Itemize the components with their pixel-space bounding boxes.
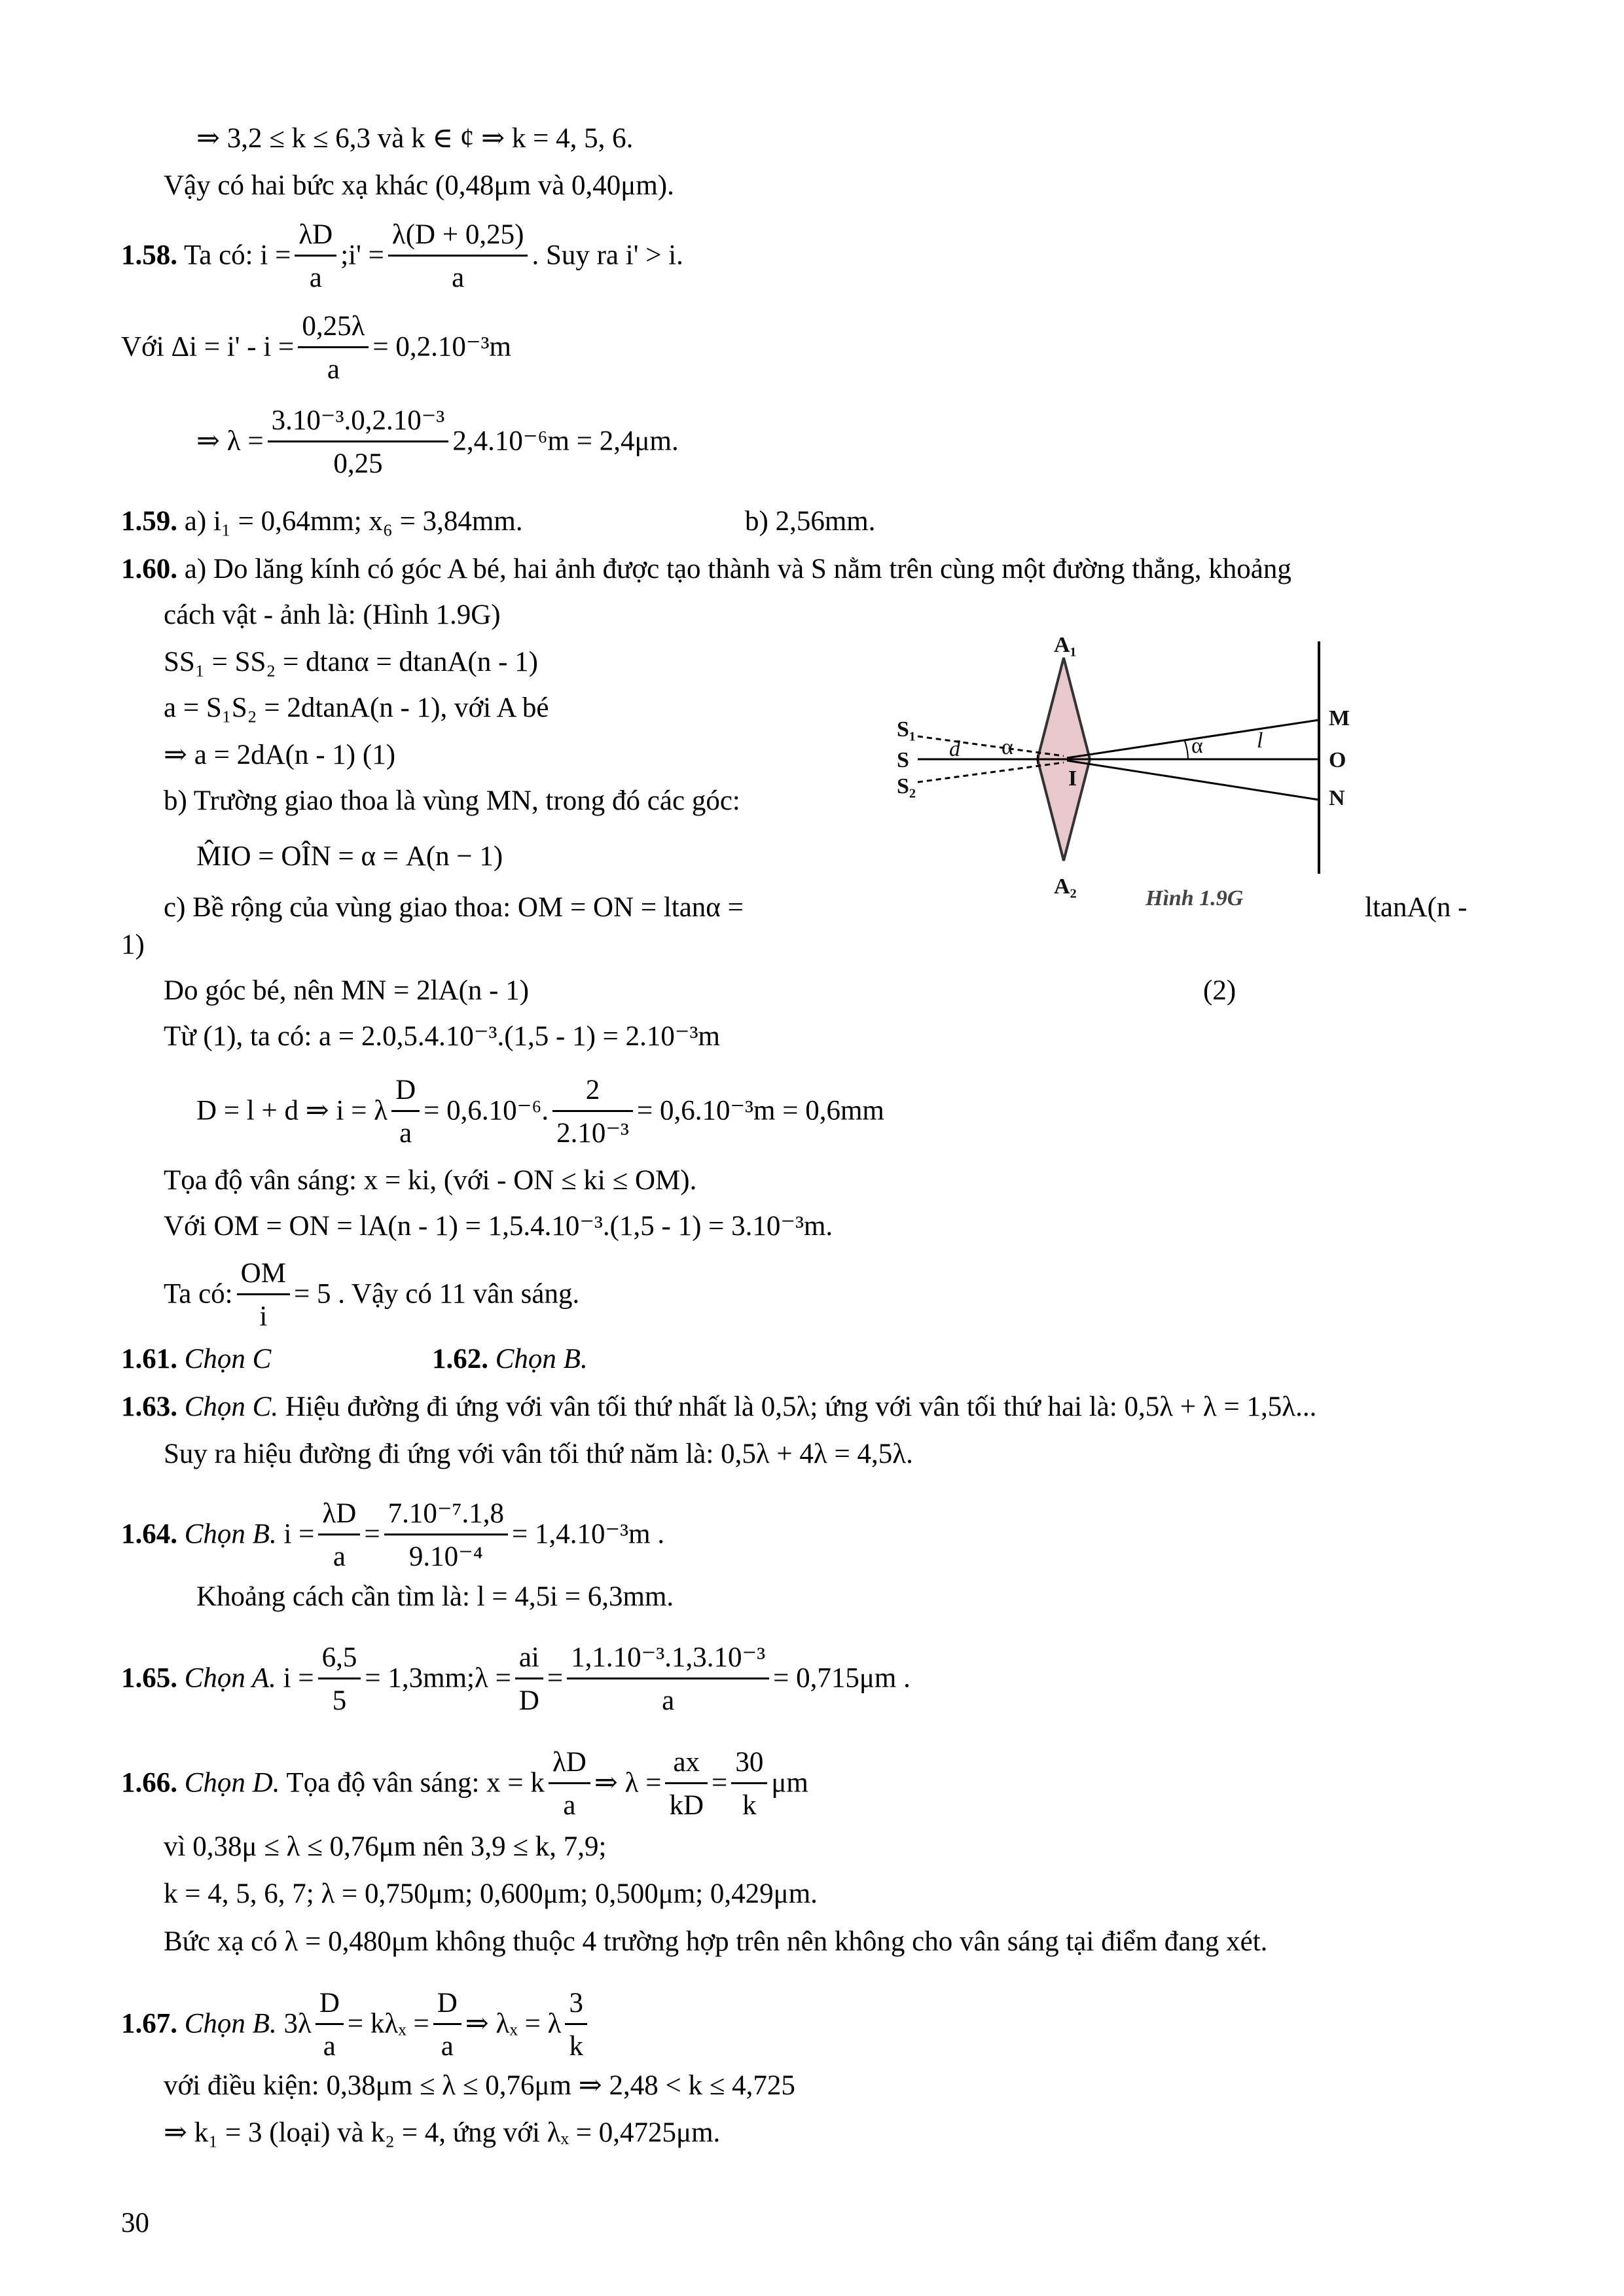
fraction [384, 1499, 508, 1571]
denominator: 5 [332, 1685, 347, 1717]
numerator: λD [318, 1499, 360, 1535]
label-a2: A₂ [1054, 874, 1077, 899]
answer: Chọn D. [184, 1767, 280, 1799]
fraction [316, 1988, 344, 2061]
numerator: D [433, 1988, 461, 2025]
numerator: 30 [731, 1748, 767, 1784]
figure-caption: Hình 1.9G [1146, 886, 1244, 910]
problem-1-66 [121, 1749, 808, 1821]
numerator: D [391, 1075, 420, 1112]
line-167-dk: với điều kiện: 0,38μm ≤ λ ≤ 0,76μm ⇒ 2,48 < k ≤ 4,725 [164, 2070, 795, 2101]
problem-1-65 [121, 1644, 911, 1717]
denominator: 2.10⁻³ [556, 1118, 629, 1149]
numerator: D [316, 1988, 344, 2025]
fraction [665, 1748, 708, 1820]
line-delta-i [121, 313, 511, 386]
line-160-c-tail: ltanA(n - [1365, 892, 1468, 923]
denominator: a [327, 354, 340, 386]
denominator: 0,25 [333, 448, 383, 480]
denominator: 9.10⁻⁴ [408, 1541, 483, 1573]
problem-label: 1.65. [121, 1662, 177, 1694]
numerator: λ(D + 0,25) [388, 220, 528, 257]
line-ss: SS₁ = SS₂ = dtanα = dtanA(n - 1) [164, 647, 538, 677]
problem-label: 1.59. [121, 506, 177, 537]
label-d: d [949, 737, 960, 761]
fraction [318, 1643, 361, 1715]
line-a-eq: a = S₁S₂ = 2dtanA(n - 1), với A bé [164, 692, 549, 723]
text: μm [771, 1767, 808, 1799]
problem-1-59 [121, 507, 523, 535]
text: Ta có: i = [183, 240, 291, 271]
denominator: D [518, 1685, 539, 1717]
page-number: 30 [121, 2208, 149, 2238]
fraction [298, 312, 369, 384]
text: = kλₓ = [347, 2008, 429, 2039]
line-D [196, 1077, 884, 1149]
numerator: 0,25λ [298, 312, 369, 348]
problem-1-62 [432, 1345, 588, 1373]
text: = [547, 1662, 564, 1694]
text: = [364, 1518, 380, 1550]
problem-label: 1.58. [121, 240, 177, 271]
answer-a: a) i₁ = 0,64mm; x₆ = 3,84mm. [184, 506, 523, 537]
problem-label: 1.66. [121, 1767, 177, 1799]
line-163-2: Suy ra hiệu đường đi ứng với vân tối thứ năm là: 0,5λ + 4λ = 4,5λ. [164, 1439, 913, 1469]
text: 3λ [283, 2008, 312, 2039]
denominator: a [333, 1541, 346, 1573]
denominator: a [662, 1685, 675, 1717]
text: D = l + d ⇒ i = λ [196, 1095, 388, 1126]
text: i = [283, 1518, 315, 1550]
problem-1-67 [121, 1990, 591, 2062]
answer: Chọn B. [495, 1344, 588, 1374]
text: ⇒ λ = [594, 1767, 662, 1799]
denominator: a [323, 2031, 336, 2062]
text: Ta có: [164, 1278, 233, 1310]
line-mn: Do góc bé, nên MN = 2lA(n - 1) [164, 975, 530, 1006]
problem-1-59-b: b) 2,56mm. [745, 506, 876, 537]
text: ⇒ λ = [196, 425, 264, 457]
text: = 0,715μm . [773, 1662, 911, 1694]
text: = 1,3mm;λ = [365, 1662, 511, 1694]
text: Với Δi = i' - i = [121, 331, 295, 363]
denominator: a [399, 1118, 412, 1149]
label-s: S [897, 748, 909, 772]
line-a-res: ⇒ a = 2dA(n - 1) (1) [164, 740, 396, 770]
text: Tọa độ vân sáng: x = k [286, 1767, 545, 1799]
text: . Suy ra i' > i. [532, 240, 683, 271]
label-alpha-right: α [1191, 734, 1203, 758]
problem-1-61 [121, 1345, 271, 1373]
answer: Chọn B. [184, 1518, 277, 1550]
denominator: kD [669, 1790, 704, 1821]
numerator: 3 [565, 1988, 587, 2025]
problem-label: 1.60. [121, 554, 177, 584]
fraction [565, 1988, 587, 2061]
fraction [433, 1988, 461, 2061]
text: = 0,6.10⁻³m = 0,6mm [636, 1095, 884, 1126]
problem-label: 1.62. [432, 1344, 488, 1374]
problem-1-64 [121, 1500, 664, 1573]
numerator: 2 [552, 1075, 633, 1112]
text: = 0,2.10⁻³m [372, 331, 511, 363]
fraction [318, 1499, 360, 1571]
problem-1-58 [121, 221, 683, 294]
fraction [567, 1643, 769, 1715]
label-l: l [1257, 728, 1263, 753]
line-166-bx: Bức xạ có λ = 0,480μm không thuộc 4 trường hợp trên nên không cho vân sáng tại điểm đang xét. [164, 1926, 1268, 1957]
text: ;i' = [340, 240, 384, 271]
biprism-diagram [897, 628, 1525, 910]
label-a1: A₁ [1054, 633, 1077, 657]
label-n: N [1329, 786, 1345, 810]
text: = 1,4.10⁻³m . [512, 1518, 665, 1550]
answer: Chọn C [184, 1344, 272, 1374]
line-164-kc: Khoảng cách cần tìm là: l = 4,5i = 6,3mm. [196, 1581, 674, 1612]
denominator: k [742, 1790, 757, 1821]
problem-1-60 [121, 555, 1291, 583]
fraction [391, 1075, 420, 1148]
line-167-res: ⇒ k₁ = 3 (loại) và k₂ = 4, ứng với λₓ = 0,4725μm. [164, 2117, 721, 2148]
fraction [295, 220, 336, 293]
numerator: 6,5 [318, 1643, 361, 1679]
numerator: 1,1.10⁻³.1,3.10⁻³ [567, 1643, 769, 1679]
problem-label: 1.67. [121, 2008, 177, 2039]
answer: Chọn C. [184, 1391, 279, 1422]
fraction [731, 1748, 767, 1820]
problem-label: 1.61. [121, 1344, 177, 1374]
angle-arc-right [1185, 741, 1188, 759]
line-angle: M̂IO = OÎN = α = A(n − 1) [196, 841, 503, 872]
line-ta-co [164, 1260, 579, 1333]
equation-number-2: (2) [1203, 975, 1236, 1006]
fraction [237, 1259, 290, 1331]
text: a) Do lăng kính có góc A bé, hai ảnh được tạo thành và S nằm trên cùng một đường thẳng, khoảng [184, 554, 1291, 584]
numerator: 3.10⁻³.0,2.10⁻³ [268, 406, 449, 442]
ray-to-n [1067, 761, 1319, 800]
line-conclusion-158-prev: Vậy có hai bức xạ khác (0,48μm và 0,40μm). [164, 170, 674, 201]
label-s1: S₁ [897, 717, 916, 742]
text: = [712, 1767, 728, 1799]
fraction [552, 1075, 633, 1148]
label-o: O [1329, 748, 1346, 772]
denominator: k [569, 2031, 583, 2062]
text: = 5 . Vậy có 11 vân sáng. [293, 1278, 580, 1310]
fraction [549, 1748, 590, 1820]
numerator: λD [295, 220, 336, 257]
line-from1: Từ (1), ta có: a = 2.0,5.4.10⁻³.(1,5 - 1) = 2.10⁻³m [164, 1021, 720, 1052]
line-166-k: k = 4, 5, 6, 7; λ = 0,750μm; 0,600μm; 0,500μm; 0,429μm. [164, 1878, 818, 1909]
line-160-a2: cách vật - ảnh là: (Hình 1.9G) [164, 600, 501, 630]
label-m: M [1329, 706, 1350, 730]
text: Hiệu đường đi ứng với vân tối thứ nhất là 0,5λ; ứng với vân tối thứ hai là: 0,5λ + λ = 1,5λ... [285, 1391, 1317, 1422]
text: = 0,6.10⁻⁶. [424, 1095, 549, 1126]
line-160-b: b) Trường giao thoa là vùng MN, trong đó các góc: [164, 785, 740, 816]
denominator: a [563, 1790, 576, 1821]
answer: Chọn B. [184, 2008, 277, 2039]
problem-label: 1.64. [121, 1518, 177, 1550]
problem-label: 1.63. [121, 1391, 177, 1422]
line-toado: Tọa độ vân sáng: x = ki, (với - ON ≤ ki ≤ OM). [164, 1165, 697, 1196]
numerator: ai [515, 1643, 543, 1679]
label-s2: S₂ [897, 774, 916, 798]
line-lambda-result [196, 407, 679, 480]
label-i: I [1068, 766, 1077, 791]
line-om: Với OM = ON = lA(n - 1) = 1,5.4.10⁻³.(1,5 - 1) = 3.10⁻³m. [164, 1211, 833, 1242]
line-166-vi: vì 0,38μ ≤ λ ≤ 0,76μm nên 3,9 ≤ k, 7,9; [164, 1831, 607, 1862]
label-alpha-left: α [1001, 735, 1013, 759]
fraction [268, 406, 449, 478]
numerator: 7.10⁻⁷.1,8 [384, 1499, 508, 1535]
denominator: a [452, 262, 465, 294]
numerator: OM [237, 1259, 290, 1295]
line-range-k: ⇒ 3,2 ≤ k ≤ 6,3 và k ∈ ¢ ⇒ k = 4, 5, 6. [196, 123, 634, 154]
answer: Chọn A. [184, 1662, 276, 1694]
numerator: λD [549, 1748, 590, 1784]
fraction [388, 220, 528, 293]
text: 2,4.10⁻⁶m = 2,4μm. [452, 425, 679, 457]
denominator: i [259, 1301, 268, 1333]
text: i = [283, 1662, 314, 1694]
text: ⇒ λₓ = λ [465, 2008, 562, 2039]
problem-1-63 [121, 1393, 1316, 1421]
numerator: ax [665, 1748, 708, 1784]
denominator: a [309, 262, 322, 294]
denominator: a [441, 2031, 454, 2062]
fraction [515, 1643, 543, 1715]
line-160-c-wrap: 1) [121, 929, 145, 960]
line-160-c: c) Bề rộng của vùng giao thoa: OM = ON = ltanα = [164, 892, 744, 923]
